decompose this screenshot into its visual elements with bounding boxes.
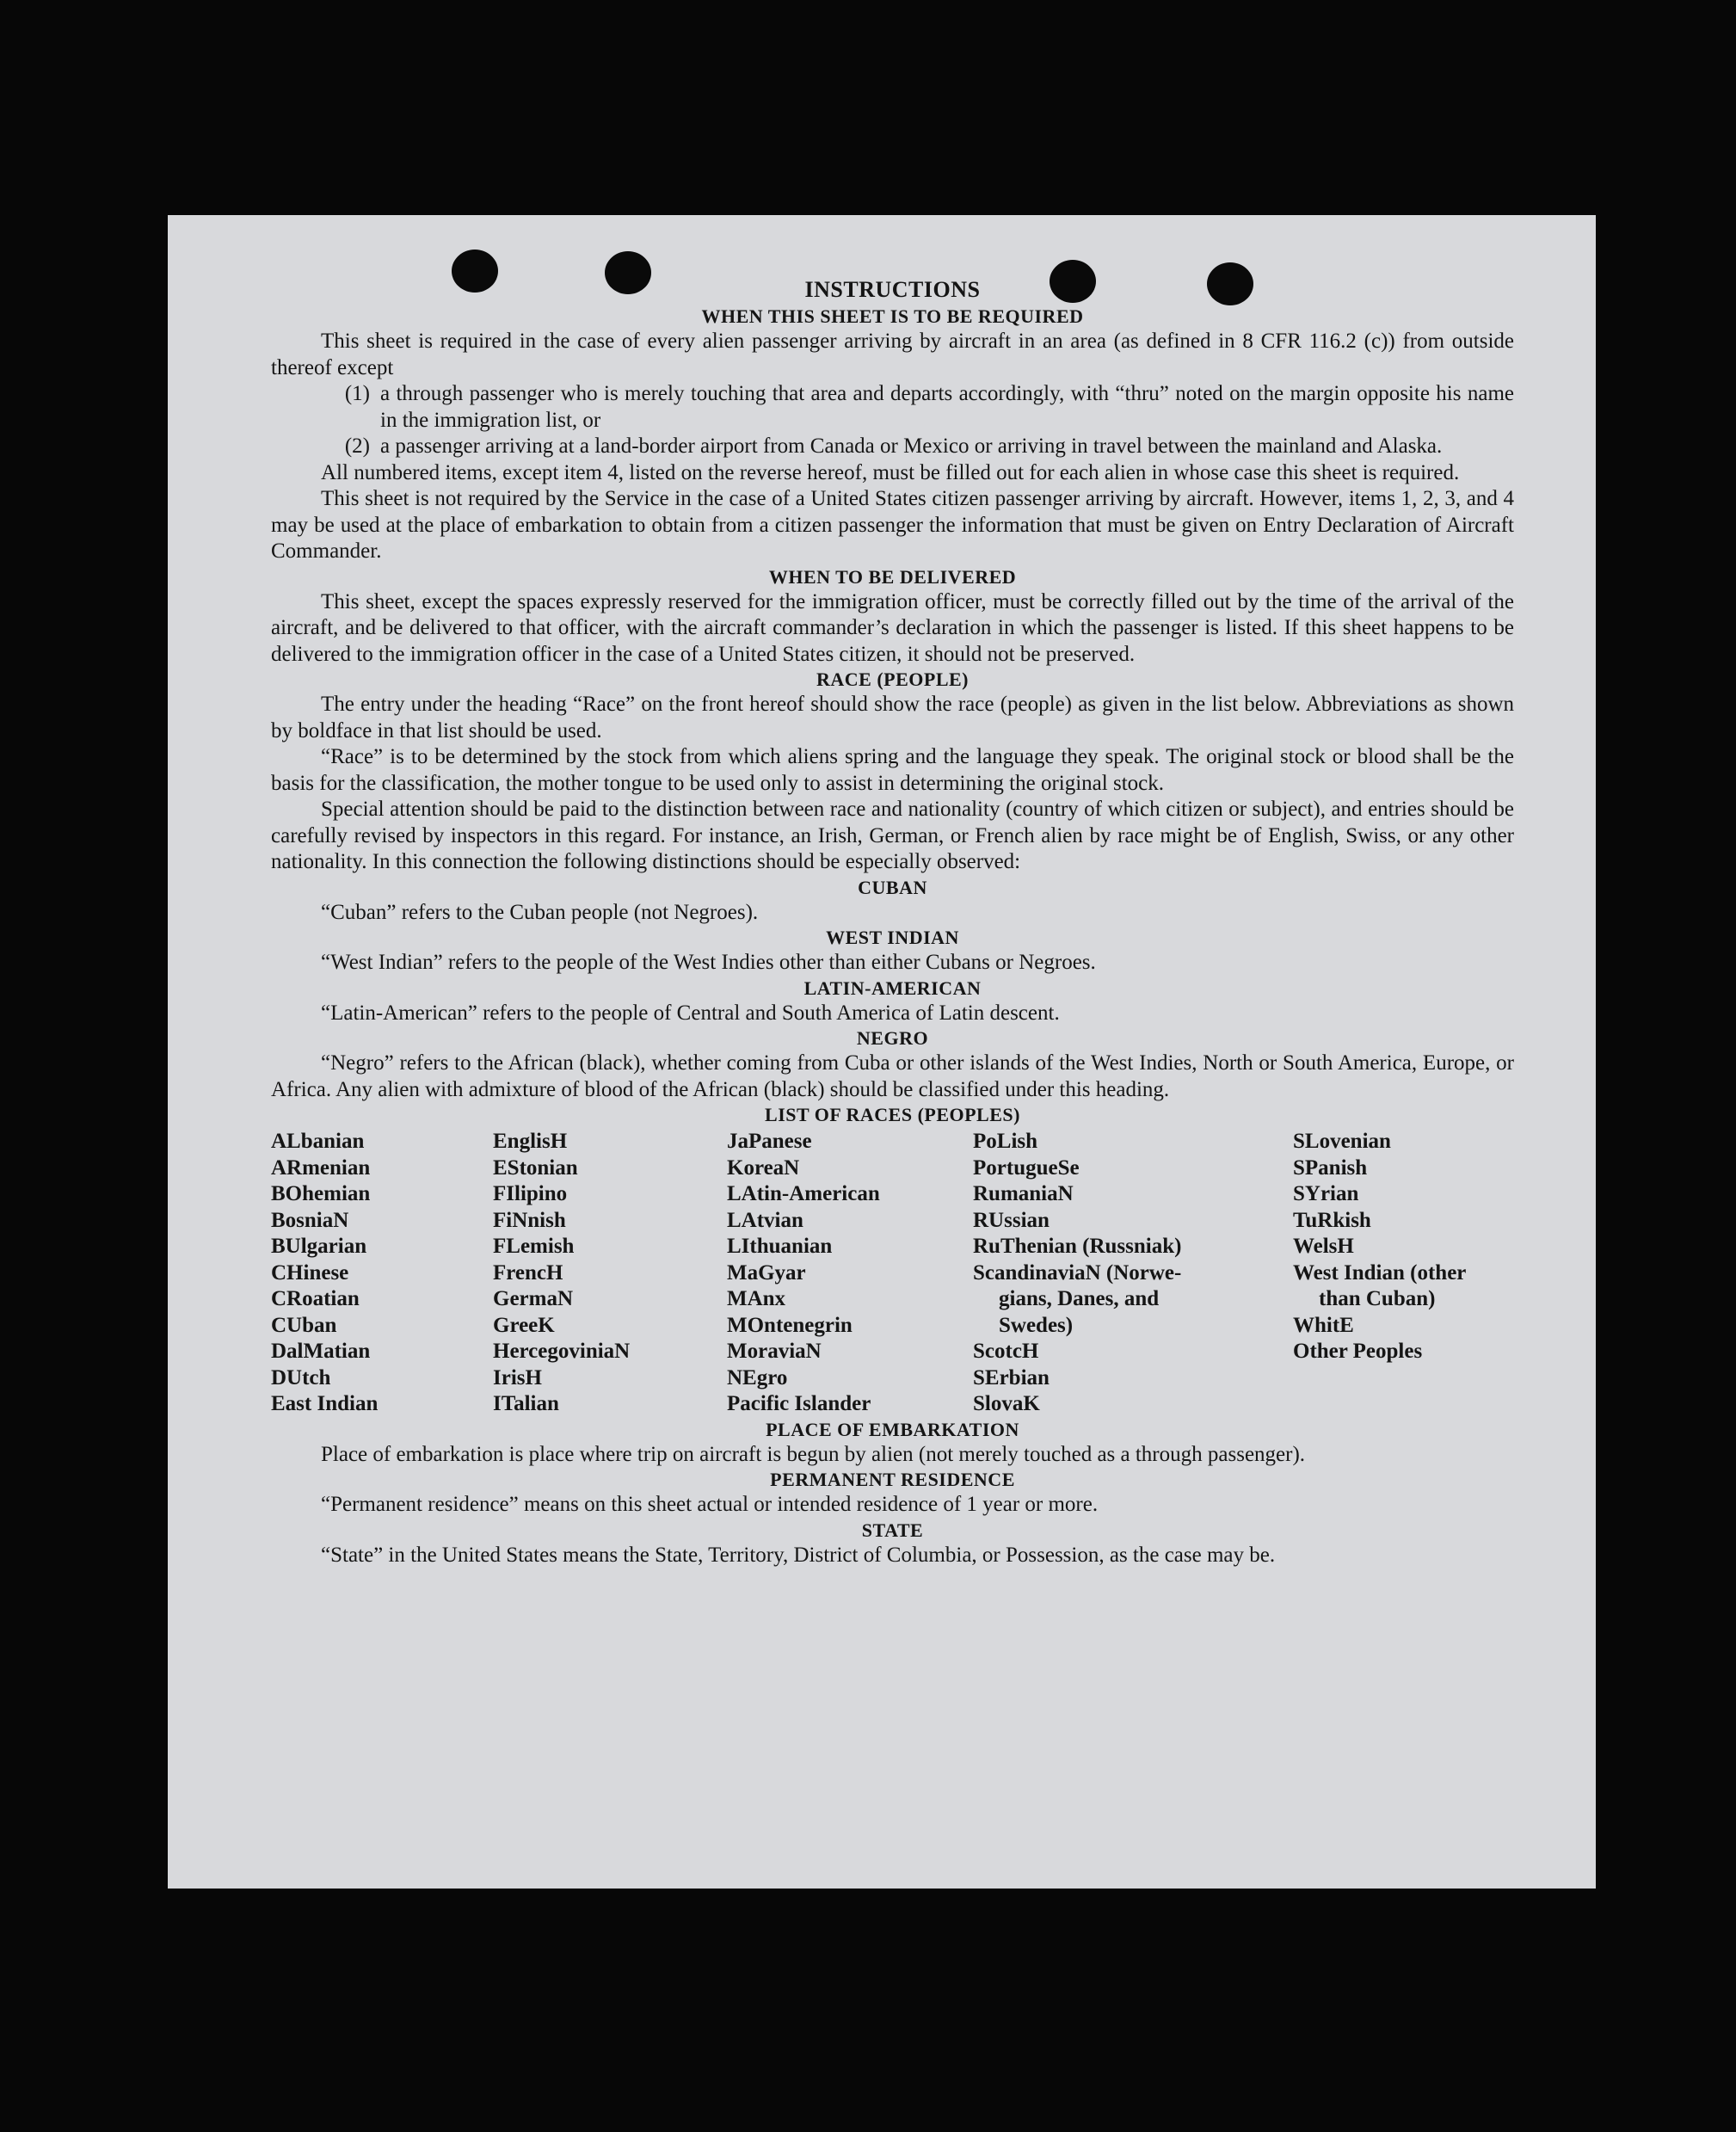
race-item: CRoatian: [271, 1287, 360, 1310]
race-item: SLovenian: [1293, 1130, 1391, 1153]
race-item: FLemish: [493, 1235, 575, 1258]
heading-residence: PERMANENT RESIDENCE: [770, 1469, 1015, 1490]
heading-cuban: CUBAN: [858, 876, 927, 898]
race-item: LIthuanian: [727, 1235, 833, 1258]
race-item: RuThenian (Russniak): [973, 1235, 1182, 1258]
race-item: MoraviaN: [727, 1340, 822, 1363]
race-item: DUtch: [271, 1365, 331, 1389]
race-item: MOntenegrin: [727, 1313, 853, 1337]
race-item: PoLish: [973, 1130, 1038, 1153]
race-item: SErbian: [973, 1365, 1050, 1389]
list-text: a passenger arriving at a land-border airport from Canada or Mexico or arriving in travel between the mainland and Alaska.: [380, 434, 1443, 458]
race-item: TuRkish: [1293, 1208, 1371, 1232]
heading-when-delivered: WHEN TO BE DELIVERED: [768, 565, 1017, 588]
paragraph-race-1: The entry under the heading “Race” on the front hereof should show the race (people) as given in the list below. Abbreviations as shown by boldface in that list should be used.: [271, 693, 1514, 743]
race-item: DalMatian: [271, 1340, 371, 1363]
races-column-3: [727, 1129, 973, 1418]
list-number: (1): [344, 382, 370, 405]
race-item: EStonian: [493, 1155, 578, 1180]
paragraph-west-indian: “West Indian” refers to the people of the West Indies other than either Cubans or Negroes.: [321, 951, 1096, 974]
race-item: ITalian: [493, 1392, 559, 1415]
race-item: CHinese: [271, 1260, 349, 1285]
document-sheet: [168, 215, 1596, 1889]
heading-embarkation: PLACE OF EMBARKATION: [766, 1418, 1019, 1440]
heading-state: STATE: [861, 1519, 924, 1541]
race-item: GreeK: [493, 1313, 555, 1337]
race-item: RumaniaN: [973, 1182, 1074, 1205]
race-item: GermaN: [493, 1287, 574, 1310]
race-item: ARmenian: [271, 1155, 371, 1180]
paragraph-race-2: “Race” is to be determined by the stock from which aliens spring and the language they speak. The original stock or blood shall be the basis for the classification, the mother tongue to be used only to assist in determining the original stock.: [271, 745, 1514, 795]
races-list: [271, 1129, 1514, 1418]
race-item: LAtvian: [727, 1208, 803, 1232]
race-item: PortugueSe: [973, 1155, 1080, 1180]
race-item: SPanish: [1293, 1155, 1368, 1180]
race-item: East Indian: [271, 1392, 379, 1415]
race-item: than Cuban): [1319, 1287, 1436, 1310]
race-item: MaGyar: [727, 1260, 806, 1285]
list-text: a through passenger who is merely touching that area and departs accordingly, with “thru” noted on the margin opposite his name in the immigration list, or: [380, 382, 1514, 432]
race-item: NEgro: [727, 1365, 788, 1389]
race-item: West Indian (other: [1293, 1260, 1467, 1285]
paragraph-embarkation: Place of embarkation is place where trip on aircraft is begun by alien (not merely touched as a through passenger).: [321, 1442, 1306, 1466]
race-item: BOhemian: [271, 1182, 371, 1205]
race-item: WhitE: [1293, 1313, 1354, 1337]
race-item: WelsH: [1293, 1235, 1354, 1258]
race-item: ALbanian: [271, 1130, 365, 1153]
race-item: ScandinaviaN (Norwe-: [973, 1260, 1182, 1285]
race-item: SlovaK: [973, 1392, 1040, 1415]
race-item: KoreaN: [727, 1155, 800, 1180]
paragraph-numbered-items: All numbered items, except item 4, listed on the reverse hereof, must be filled out for each alien in whose case this sheet is required.: [321, 460, 1460, 484]
race-item: JaPanese: [727, 1130, 812, 1153]
paragraph-negro: “Negro” refers to the African (black), whether coming from Cuba or other islands of the West Indies, North or South America, Europe, or Africa. Any alien with admixture of blood of the African (black) should be classified under this heading.: [271, 1051, 1514, 1101]
race-item: Swedes): [999, 1313, 1074, 1337]
heading-latin-american: LATIN-AMERICAN: [803, 977, 982, 999]
race-item: ScotcH: [973, 1340, 1039, 1363]
paragraph-citizen: This sheet is not required by the Service in the case of a United States citizen passenger arriving by aircraft. However, items 1, 2, 3, and 4 may be used at the place of embarkation to obtain from a citizen passenger the information that must be given on Entry Declaration of Aircraft Commander.: [271, 487, 1514, 563]
race-item: EnglisH: [493, 1130, 568, 1153]
race-item: FIlipino: [493, 1182, 568, 1205]
page-title: INSTRUCTIONS: [804, 277, 981, 302]
paragraph-delivered: This sheet, except the spaces expressly reserved for the immigration officer, must be correctly filled out by the time of the arrival of the aircraft, and be delivered to that officer, with the aircraft commander’s declaration in which the passenger is listed. If this sheet happens to be delivered to the immigration officer in the case of a United States citizen, it should not be preserved.: [271, 589, 1514, 666]
paragraph-when-required: This sheet is required in the case of every alien passenger arriving by aircraft in an area (as defined in 8 CFR 116.2 (c)) from outside thereof except: [271, 330, 1514, 379]
races-column-1: [271, 1129, 493, 1418]
race-item: Other Peoples: [1293, 1340, 1423, 1363]
list-number: (2): [344, 434, 370, 458]
instructions-content: [271, 275, 1514, 1568]
races-column-4: [973, 1129, 1293, 1418]
heading-west-indian: WEST INDIAN: [826, 927, 959, 948]
race-item: FrencH: [493, 1260, 563, 1285]
list-item-1: [271, 381, 1514, 434]
race-item: LAtin-American: [727, 1182, 880, 1205]
paragraph-cuban: “Cuban” refers to the Cuban people (not Negroes).: [321, 900, 759, 924]
race-item: MAnx: [727, 1287, 786, 1310]
race-item: FiNnish: [493, 1208, 566, 1232]
race-item: IrisH: [493, 1365, 542, 1389]
race-item: RUssian: [973, 1208, 1050, 1232]
paragraph-latin-american: “Latin-American” refers to the people of Central and South America of Latin descent.: [321, 1001, 1060, 1025]
heading-negro: NEGRO: [856, 1027, 929, 1049]
race-item: gians, Danes, and: [999, 1287, 1160, 1310]
race-item: BUlgarian: [271, 1235, 367, 1258]
races-column-5: [1293, 1129, 1514, 1418]
heading-race: RACE (PEOPLE): [816, 669, 969, 690]
paragraph-state: “State” in the United States means the State, Territory, District of Columbia, or Possession, as the case may be.: [321, 1543, 1276, 1567]
race-item: BosniaN: [271, 1208, 349, 1232]
heading-list-of-races: LIST OF RACES (PEOPLES): [765, 1104, 1020, 1125]
race-item: HercegoviniaN: [493, 1340, 631, 1363]
heading-when-required: WHEN THIS SHEET IS TO BE REQUIRED: [701, 305, 1084, 327]
races-column-2: [493, 1129, 727, 1418]
paragraph-race-3: Special attention should be paid to the distinction between race and nationality (country of which citizen or subject), and entries should be carefully revised by inspectors in this regard. For instance, an Irish, German, or French alien by race might be of English, Swiss, or any other nationality. In this connection the following distinctions should be especially observed:: [271, 798, 1514, 873]
paragraph-residence: “Permanent residence” means on this sheet actual or intended residence of 1 year or more.: [321, 1493, 1099, 1516]
race-item: CUban: [271, 1313, 337, 1337]
race-item: Pacific Islander: [727, 1392, 871, 1415]
race-item: SYrian: [1293, 1182, 1359, 1205]
list-item-2: [271, 434, 1514, 460]
